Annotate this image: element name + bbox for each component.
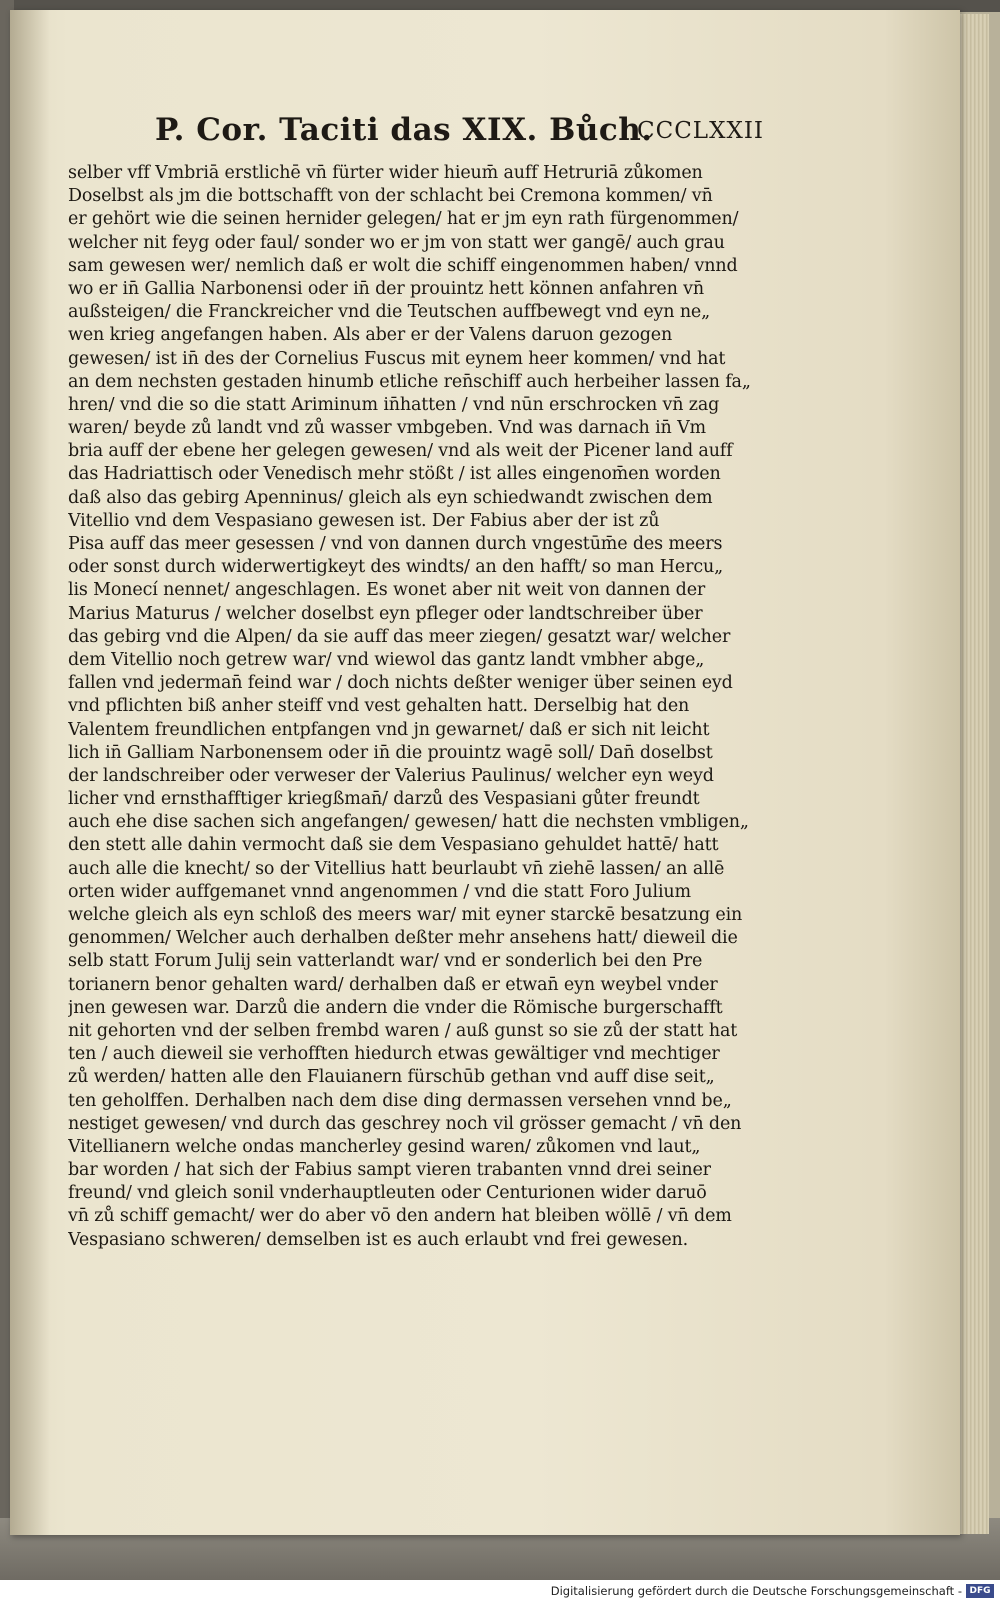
text-line: hren/ vnd die so die statt Ariminum in̄hatten / vnd nūn erschrocken vn̄ zag bbox=[68, 394, 720, 415]
text-line: lis Monecí nennet/ angeschlagen. Es wonet aber nit weit von dannen der bbox=[68, 580, 706, 601]
text-line: vnd pflichten biß anher steiff vnd vest gehalten hatt. Derselbig hat den bbox=[68, 696, 690, 717]
running-title: P. Cor. Taciti das XIX. Bůch. bbox=[155, 112, 653, 148]
text-line: orten wider auffgemanet vnnd angenommen / vnd die statt Foro Julium bbox=[68, 881, 691, 902]
text-line: auch alle die knecht/ so der Vitellius hatt beurlaubt vn̄ ziehē lassen/ an allē bbox=[68, 858, 725, 879]
text-line: Vitellianern welche ondas mancherley gesind waren/ zůkomen vnd laut„ bbox=[68, 1136, 701, 1157]
digitization-credit: Digitalisierung gefördert durch die Deutsche Forschungsgemeinschaft - bbox=[550, 1584, 962, 1598]
text-line: ten / auch dieweil sie verhofften hiedurch etwas gewältiger vnd mechtiger bbox=[68, 1044, 720, 1065]
text-line: Marius Maturus / welcher doselbst eyn pfleger oder landtschreiber über bbox=[68, 603, 703, 624]
text-line: freund/ vnd gleich sonil vnderhauptleuten oder Centurionen wider daruō bbox=[68, 1183, 707, 1204]
text-line: lich in̄ Galliam Narbonensem oder in̄ die prouintz wagē soll/ Dan̄ doselbst bbox=[68, 742, 713, 763]
text-line: das gebirg vnd die Alpen/ da sie auff das meer ziegen/ gesatzt war/ welcher bbox=[68, 626, 731, 647]
body-text bbox=[68, 162, 788, 1252]
text-line: außsteigen/ die Franckreicher vnd die Teutschen auffbewegt vnd eyn ne„ bbox=[68, 302, 711, 323]
text-line: er gehört wie die seinen hernider gelegen/ hat er jm eyn rath fürgenommen/ bbox=[68, 209, 739, 230]
footer-bar bbox=[0, 1580, 1000, 1604]
text-line: nestiget gewesen/ vnd durch das geschrey noch vil grösser gemacht / vn̄ den bbox=[68, 1113, 742, 1134]
text-line: selber vff Vmbriā erstlichē vn̄ fürter wider hieum̄ auff Hetruriā zůkomen bbox=[68, 163, 703, 183]
text-line: dem Vitellio noch getrew war/ vnd wiewol das gantz landt vmbher abge„ bbox=[68, 649, 705, 670]
text-line: fallen vnd jederman̄ feind war / doch nichts deßter weniger über seinen eyd bbox=[68, 673, 733, 694]
text-line: den stett alle dahin vermocht daß sie dem Vespasiano gehuldet hattē/ hatt bbox=[68, 835, 719, 856]
text-line: vn̄ zů schiff gemacht/ wer do aber vō den andern hat bleiben wöllē / vn̄ dem bbox=[68, 1206, 732, 1227]
page-edges bbox=[958, 14, 989, 1534]
spine-shadow bbox=[10, 10, 50, 1535]
text-line: genommen/ Welcher auch derhalben deßter mehr ansehens hatt/ dieweil die bbox=[68, 928, 738, 949]
text-line: ten geholffen. Derhalben nach dem dise ding dermassen versehen vnnd be„ bbox=[68, 1090, 732, 1111]
text-line: auch ehe dise sachen sich angefangen/ gewesen/ hatt die nechsten vmbligen„ bbox=[68, 812, 749, 833]
folio-number: CCCLXXII bbox=[637, 118, 764, 144]
text-line: jnen gewesen war. Darzů die andern die vnder die Römische burgerschafft bbox=[68, 997, 723, 1018]
text-line: gewesen/ ist in̄ des der Cornelius Fuscus mit eynem heer kommen/ vnd hat bbox=[68, 348, 726, 369]
text-line: licher vnd ernsthafftiger kriegßman̄/ darzů des Vespasiani gůter freundt bbox=[68, 789, 700, 810]
text-line: Vespasiano schweren/ demselben ist es auch erlaubt vnd frei gewesen. bbox=[68, 1229, 689, 1250]
text-line: Doselbst als jm die bottschafft von der schlacht bei Cremona kommen/ vn̄ bbox=[68, 186, 713, 207]
text-line: das Hadriattisch oder Venedisch mehr stößt / ist alles eingenom̄en worden bbox=[68, 464, 721, 485]
text-line: Vitellio vnd dem Vespasiano gewesen ist. Der Fabius aber der ist zů bbox=[68, 510, 660, 531]
text-line: daß also das gebirg Apenninus/ gleich als eyn schiedwandt zwischen dem bbox=[68, 487, 713, 508]
text-line: oder sonst durch widerwertigkeyt des windts/ an den hafft/ so man Hercu„ bbox=[68, 557, 724, 578]
text-line: wen krieg angefangen haben. Als aber er der Valens daruon gezogen bbox=[68, 325, 673, 346]
text-line: sam gewesen wer/ nemlich daß er wolt die schiff eingenommen haben/ vnnd bbox=[68, 255, 738, 276]
text-line: der landschreiber oder verweser der Valerius Paulinus/ welcher eyn weyd bbox=[68, 765, 714, 786]
text-line: Pisa auff das meer gesessen / vnd von dannen durch vngestūm̄e des meers bbox=[68, 534, 723, 554]
text-line: selb statt Forum Julij sein vatterlandt war/ vnd er sonderlich bei den Pre bbox=[68, 951, 703, 972]
text-line: Valentem freundlichen entpfangen vnd jn gewarnet/ daß er sich nit leicht bbox=[68, 719, 710, 740]
running-header bbox=[155, 112, 795, 156]
text-line: waren/ beyde zů landt vnd zů wasser vmbgeben. Vnd was darnach in̄ Vm bbox=[68, 418, 706, 439]
text-line: zů werden/ hatten alle den Flauianern fürschūb gethan vnd auff dise seit„ bbox=[68, 1067, 715, 1088]
text-line: an dem nechsten gestaden hinumb etliche ren̄schiff auch herbeiher lassen fa„ bbox=[68, 371, 751, 392]
text-line: bar worden / hat sich der Fabius sampt vieren trabanten vnnd drei seiner bbox=[68, 1160, 711, 1181]
text-line: bria auff der ebene her gelegen gewesen/ vnd als weit der Picener land auff bbox=[68, 441, 733, 462]
text-line: welcher nit feyg oder faul/ sonder wo er jm von statt wer gangē/ auch grau bbox=[68, 232, 725, 253]
text-line: wo er in̄ Gallia Narbonensi oder in̄ der prouintz hett können anfahren vn̄ bbox=[68, 278, 704, 299]
text-line: nit gehorten vnd der selben frembd waren / auß gunst so sie zů der statt hat bbox=[68, 1020, 738, 1041]
text-line: welche gleich als eyn schloß des meers war/ mit eyner starckē besatzung ein bbox=[68, 905, 743, 925]
dfg-logo: DFG bbox=[966, 1584, 994, 1598]
text-line: torianern benor gehalten ward/ derhalben daß er etwan̄ eyn weybel vnder bbox=[68, 974, 718, 995]
